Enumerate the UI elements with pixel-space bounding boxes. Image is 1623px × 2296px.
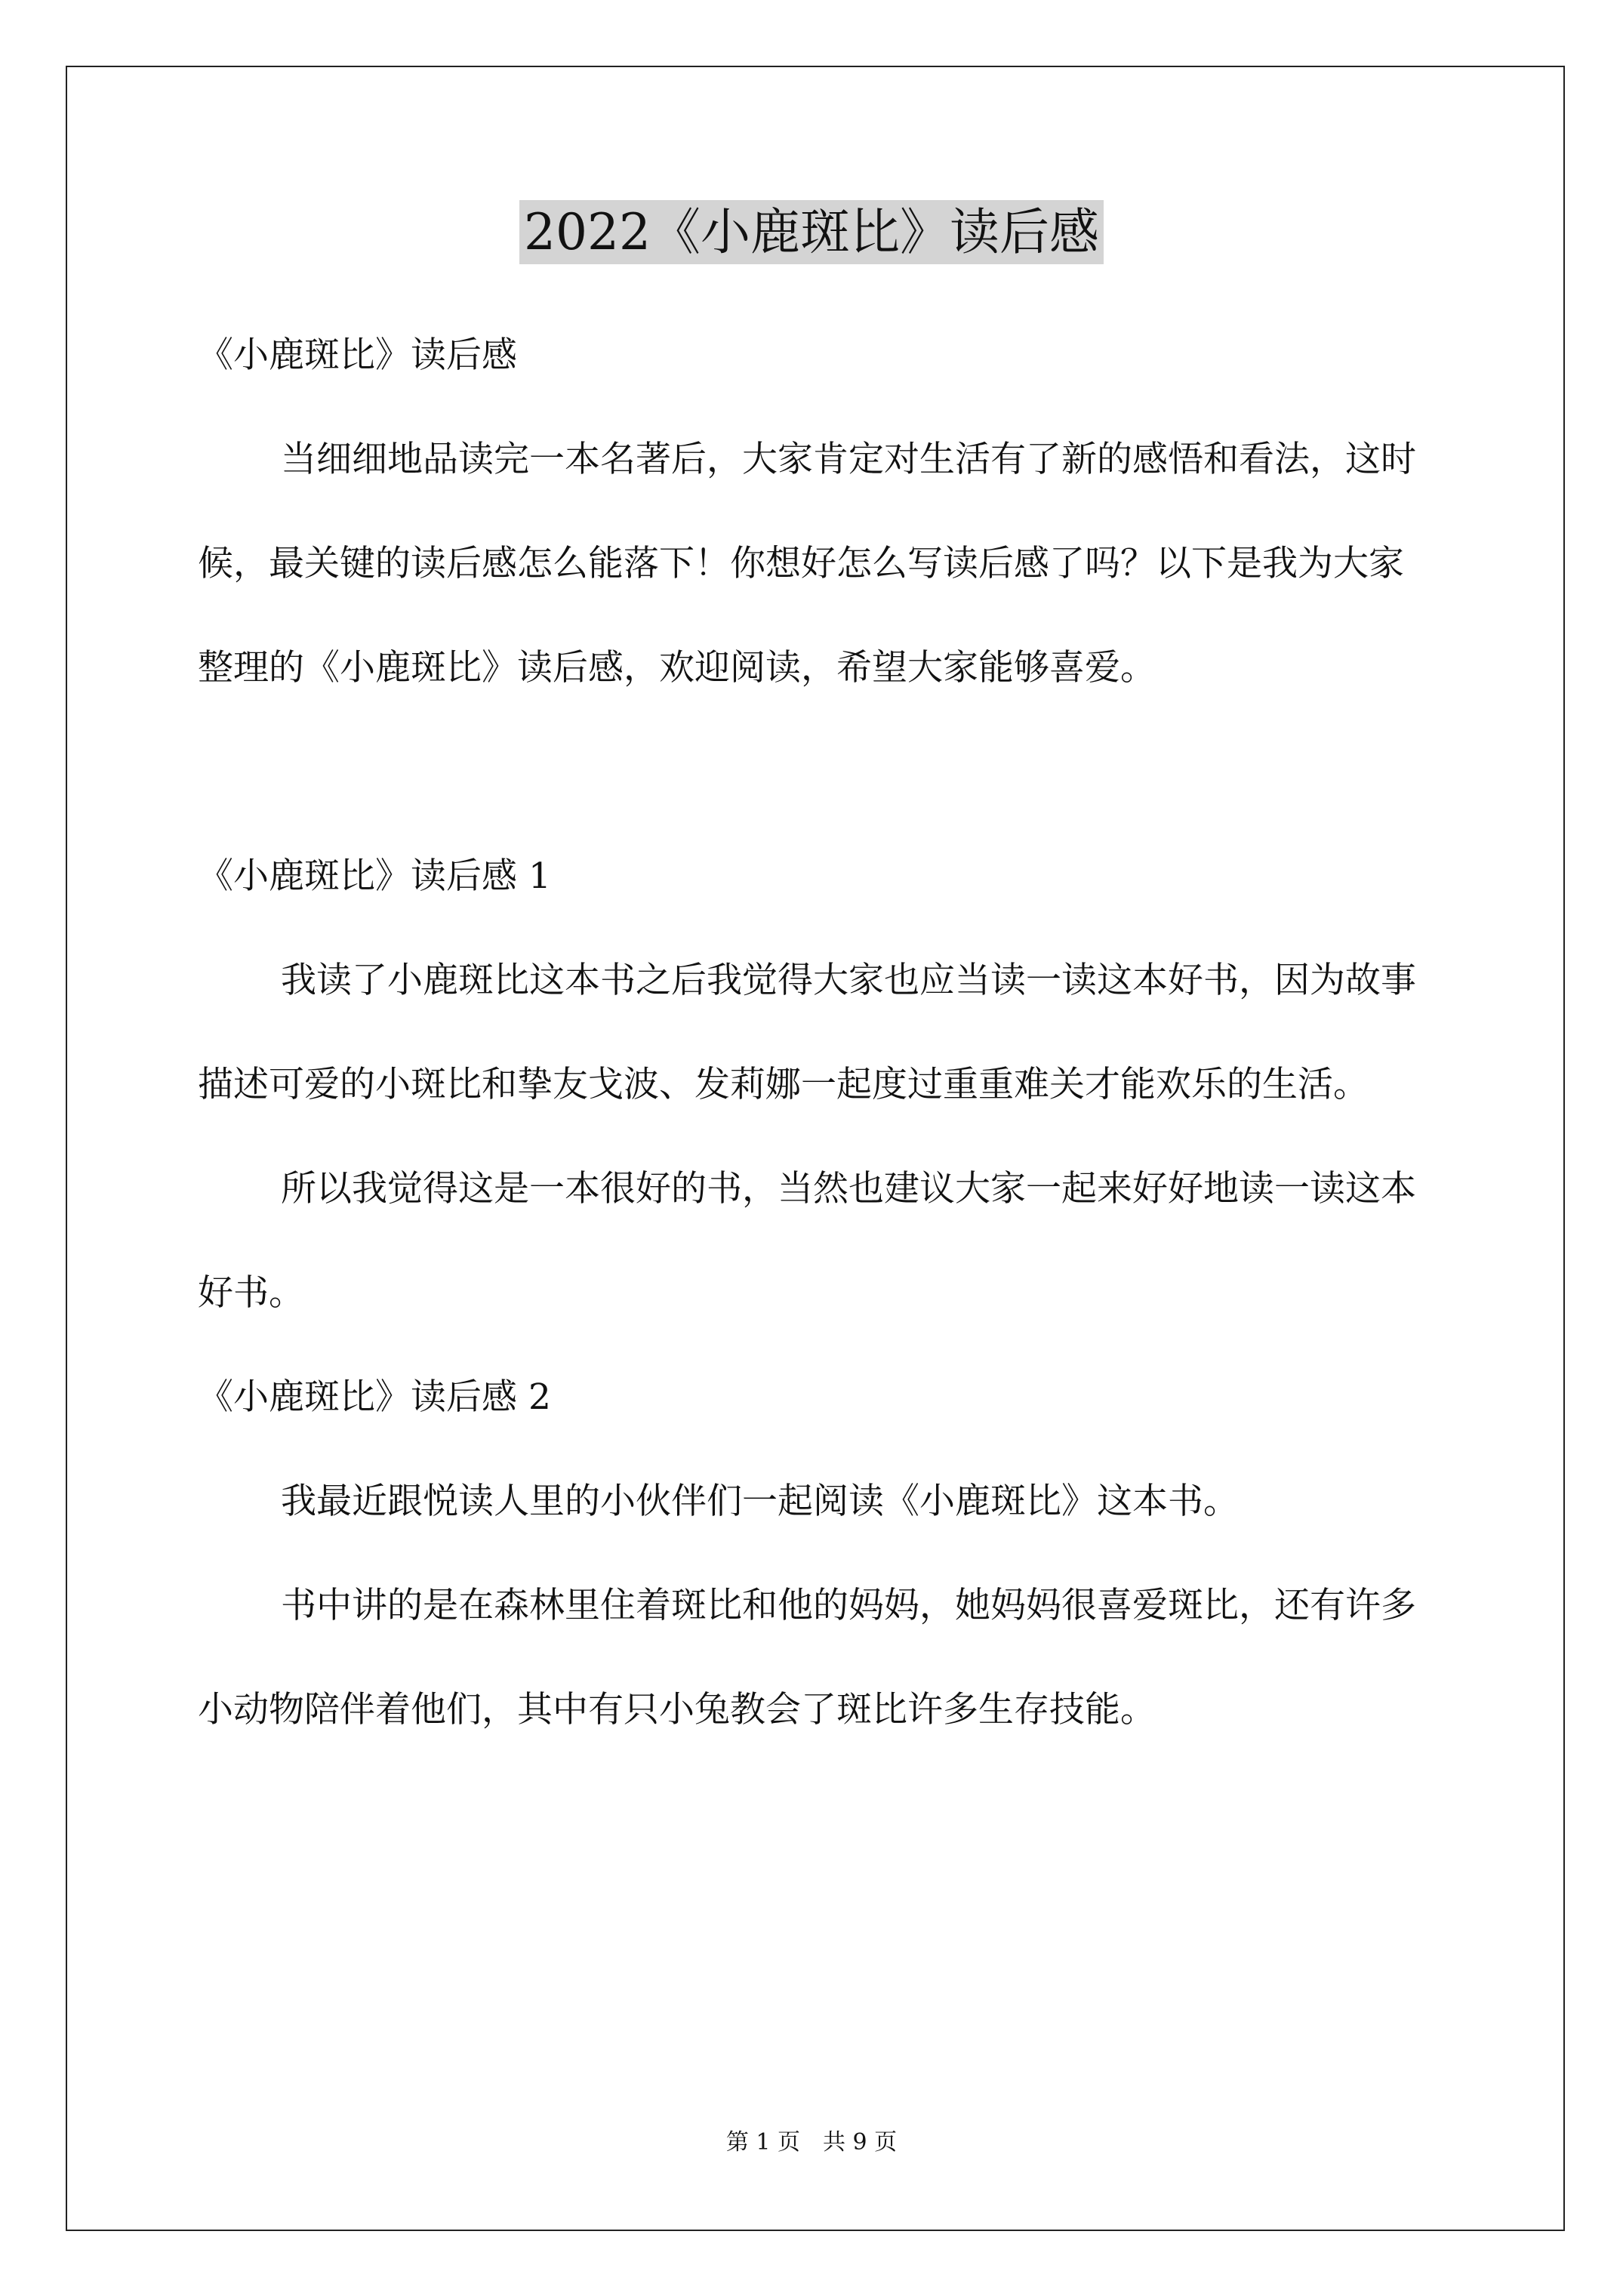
document-body [198,304,1436,1762]
document-title [0,195,1623,270]
intro-heading: 《小鹿斑比》读后感 [198,334,517,376]
section1-paragraph-1: 我读了小鹿斑比这本书之后我觉得大家也应当读一读这本好书，因为故事描述可爱的小斑比和挚友戈波、发莉娜一起度过重重难关才能欢乐的生活。 [198,960,1416,1105]
section2-paragraph-2: 书中讲的是在森林里住着斑比和他的妈妈，她妈妈很喜爱斑比，还有许多小动物陪伴着他们，其中有只小兔教会了斑比许多生存技能。 [198,1585,1416,1730]
section2-heading: 《小鹿斑比》读后感 2 [198,1376,551,1418]
section1-paragraph-2: 所以我觉得这是一本很好的书，当然也建议大家一起来好好地读一读这本好书。 [198,1168,1416,1314]
section1-heading: 《小鹿斑比》读后感 1 [198,855,551,897]
section2-paragraph-1: 我最近跟悦读人里的小伙伴们一起阅读《小鹿斑比》这本书。 [281,1481,1239,1522]
title-text: 2022《小鹿斑比》读后感 [519,200,1104,264]
intro-paragraph: 当细细地品读完一本名著后，大家肯定对生活有了新的感悟和看法，这时候，最关键的读后感怎么能落下！你想好怎么写读后感了吗？以下是我为大家整理的《小鹿斑比》读后感，欢迎阅读，希望大家能够喜爱。 [198,439,1416,689]
page-number: 第 1 页 共 9 页 [725,2129,898,2156]
section-spacer [198,720,1436,824]
